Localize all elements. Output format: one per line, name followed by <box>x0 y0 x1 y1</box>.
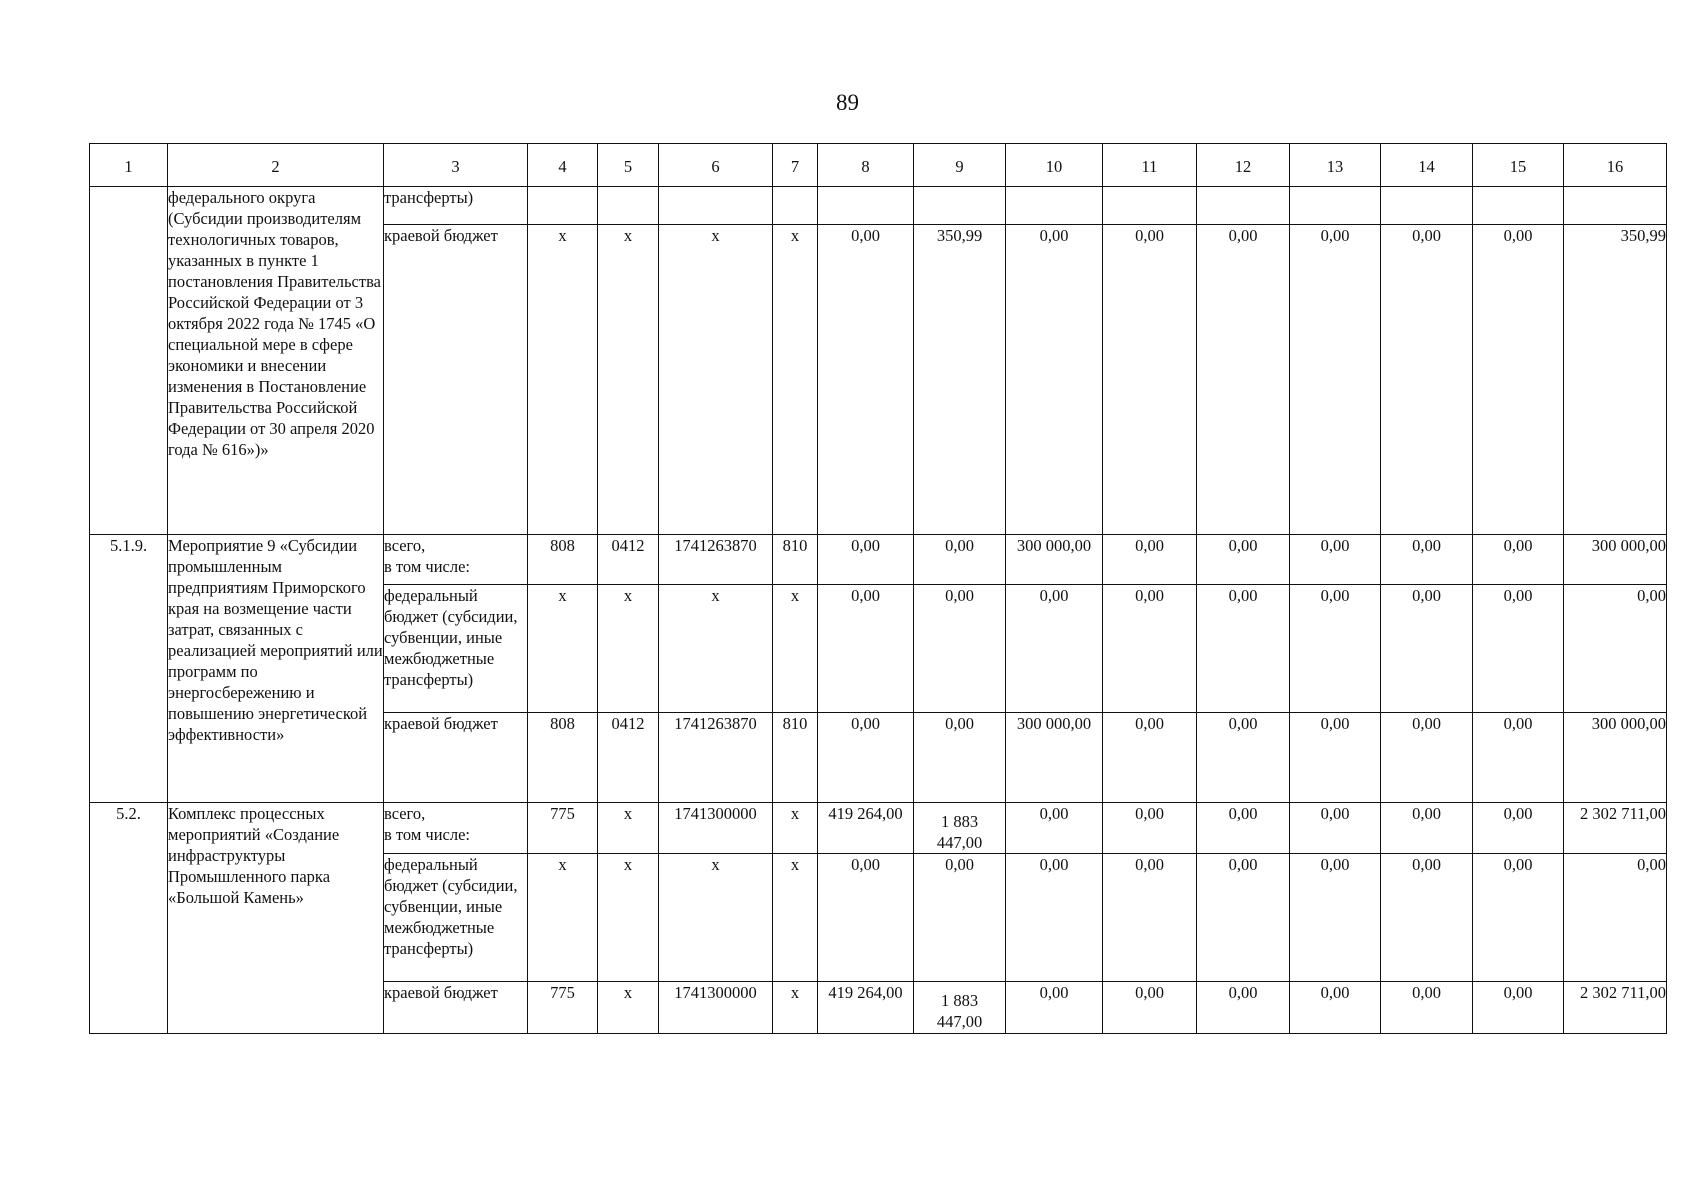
cell-col-15: 0,00 <box>1473 225 1564 535</box>
row-code: 5.1.9. <box>90 535 168 803</box>
cell-col-4 <box>528 187 598 225</box>
column-header: 4 <box>528 144 598 187</box>
column-header: 13 <box>1290 144 1381 187</box>
cell-col-16: 2 302 711,00 <box>1564 982 1667 1034</box>
cell-col-12: 0,00 <box>1197 225 1290 535</box>
funding-source: трансферты) <box>384 187 528 225</box>
cell-col-5: х <box>598 982 659 1034</box>
table-row <box>90 187 1667 225</box>
cell-col-12: 0,00 <box>1197 982 1290 1034</box>
cell-col-13: 0,00 <box>1290 713 1381 803</box>
cell-col-11 <box>1103 187 1197 225</box>
funding-source: федеральный бюджет (субсидии, субвенции, иные межбюджетные трансферты) <box>384 854 528 982</box>
cell-col-10: 300 000,00 <box>1006 713 1103 803</box>
cell-col-7: х <box>773 585 818 713</box>
budget-table <box>89 143 1667 1034</box>
cell-col-5: х <box>598 803 659 854</box>
cell-col-5: 0412 <box>598 535 659 585</box>
cell-col-6 <box>659 187 773 225</box>
cell-col-11: 0,00 <box>1103 982 1197 1034</box>
column-header: 3 <box>384 144 528 187</box>
column-header: 7 <box>773 144 818 187</box>
cell-col-5 <box>598 187 659 225</box>
cell-col-8 <box>818 187 914 225</box>
cell-col-7: х <box>773 803 818 854</box>
cell-col-4: х <box>528 225 598 535</box>
header-row <box>90 144 1667 187</box>
cell-col-10: 0,00 <box>1006 803 1103 854</box>
cell-col-14: 0,00 <box>1381 854 1473 982</box>
cell-col-11: 0,00 <box>1103 854 1197 982</box>
cell-col-16: 0,00 <box>1564 585 1667 713</box>
cell-col-8: 0,00 <box>818 854 914 982</box>
column-header: 1 <box>90 144 168 187</box>
cell-col-13: 0,00 <box>1290 803 1381 854</box>
cell-col-8: 0,00 <box>818 713 914 803</box>
cell-col-13: 0,00 <box>1290 585 1381 713</box>
cell-col-15: 0,00 <box>1473 803 1564 854</box>
cell-col-14 <box>1381 187 1473 225</box>
cell-col-6: х <box>659 225 773 535</box>
cell-col-14: 0,00 <box>1381 535 1473 585</box>
cell-col-11: 0,00 <box>1103 713 1197 803</box>
cell-col-6: 1741300000 <box>659 982 773 1034</box>
cell-col-12 <box>1197 187 1290 225</box>
cell-col-8: 0,00 <box>818 585 914 713</box>
column-header: 9 <box>914 144 1006 187</box>
cell-col-11: 0,00 <box>1103 225 1197 535</box>
cell-col-8: 419 264,00 <box>818 982 914 1034</box>
cell-col-10: 0,00 <box>1006 854 1103 982</box>
cell-col-15: 0,00 <box>1473 982 1564 1034</box>
row-code <box>90 187 168 535</box>
cell-col-4: 808 <box>528 713 598 803</box>
column-header: 6 <box>659 144 773 187</box>
cell-col-4: х <box>528 854 598 982</box>
column-header: 14 <box>1381 144 1473 187</box>
cell-col-15: 0,00 <box>1473 854 1564 982</box>
column-header: 11 <box>1103 144 1197 187</box>
column-header: 2 <box>168 144 384 187</box>
cell-col-16: 2 302 711,00 <box>1564 803 1667 854</box>
cell-col-16: 300 000,00 <box>1564 713 1667 803</box>
page-number: 89 <box>836 90 859 115</box>
cell-col-5: х <box>598 225 659 535</box>
cell-col-9: 0,00 <box>914 713 1006 803</box>
cell-col-11: 0,00 <box>1103 585 1197 713</box>
cell-col-15: 0,00 <box>1473 713 1564 803</box>
cell-col-9: 0,00 <box>914 585 1006 713</box>
funding-source: всего, в том числе: <box>384 535 528 585</box>
cell-col-9: 0,00 <box>914 535 1006 585</box>
row-description: федерального округа (Субсидии производителям технологичных товаров, указанных в пункте 1 постановления Правительства Российской Федерации от 3 октября 2022 года № 1745 «О специальной мере в сфере экономики и внесении изменения в Постановление Правительства Российской Федерации от 30 апреля 2020 года № 616»)» <box>168 187 384 535</box>
cell-col-16 <box>1564 187 1667 225</box>
row-description: Мероприятие 9 «Субсидии промышленным предприятиям Приморского края на возмещение части затрат, связанных с реализацией мероприятий или программ по энергосбережению и повышению энергетической эффективности» <box>168 535 384 803</box>
cell-col-10: 0,00 <box>1006 225 1103 535</box>
cell-col-14: 0,00 <box>1381 713 1473 803</box>
cell-col-7: х <box>773 225 818 535</box>
column-header: 5 <box>598 144 659 187</box>
cell-col-6: 1741263870 <box>659 713 773 803</box>
cell-col-6: 1741263870 <box>659 535 773 585</box>
column-header: 15 <box>1473 144 1564 187</box>
cell-col-12: 0,00 <box>1197 535 1290 585</box>
cell-col-15: 0,00 <box>1473 585 1564 713</box>
column-header: 8 <box>818 144 914 187</box>
cell-col-12: 0,00 <box>1197 803 1290 854</box>
table-row <box>90 803 1667 854</box>
cell-col-5: х <box>598 854 659 982</box>
cell-col-14: 0,00 <box>1381 803 1473 854</box>
funding-source: федеральный бюджет (субсидии, субвенции, иные межбюджетные трансферты) <box>384 585 528 713</box>
cell-col-9: 1 883 447,00 <box>914 982 1006 1034</box>
cell-col-16: 300 000,00 <box>1564 535 1667 585</box>
cell-col-11: 0,00 <box>1103 803 1197 854</box>
cell-col-14: 0,00 <box>1381 225 1473 535</box>
cell-col-10: 0,00 <box>1006 982 1103 1034</box>
column-header: 10 <box>1006 144 1103 187</box>
cell-col-6: 1741300000 <box>659 803 773 854</box>
column-header: 12 <box>1197 144 1290 187</box>
cell-col-7 <box>773 187 818 225</box>
cell-col-15 <box>1473 187 1564 225</box>
cell-col-7: 810 <box>773 713 818 803</box>
table-body <box>90 144 1667 1034</box>
cell-col-9: 0,00 <box>914 854 1006 982</box>
cell-col-14: 0,00 <box>1381 982 1473 1034</box>
funding-source: всего, в том числе: <box>384 803 528 854</box>
cell-col-14: 0,00 <box>1381 585 1473 713</box>
cell-col-16: 350,99 <box>1564 225 1667 535</box>
cell-col-13: 0,00 <box>1290 982 1381 1034</box>
funding-source: краевой бюджет <box>384 225 528 535</box>
cell-col-10: 300 000,00 <box>1006 535 1103 585</box>
cell-col-10: 0,00 <box>1006 585 1103 713</box>
column-header: 16 <box>1564 144 1667 187</box>
cell-col-4: х <box>528 585 598 713</box>
cell-col-15: 0,00 <box>1473 535 1564 585</box>
cell-col-7: х <box>773 982 818 1034</box>
cell-col-9: 1 883 447,00 <box>914 803 1006 854</box>
cell-col-8: 0,00 <box>818 535 914 585</box>
cell-col-9 <box>914 187 1006 225</box>
cell-col-9: 350,99 <box>914 225 1006 535</box>
table-row <box>90 535 1667 585</box>
cell-col-4: 775 <box>528 982 598 1034</box>
cell-col-11: 0,00 <box>1103 535 1197 585</box>
cell-col-12: 0,00 <box>1197 713 1290 803</box>
row-code: 5.2. <box>90 803 168 1034</box>
cell-col-13: 0,00 <box>1290 535 1381 585</box>
cell-col-5: х <box>598 585 659 713</box>
cell-col-4: 775 <box>528 803 598 854</box>
cell-col-12: 0,00 <box>1197 585 1290 713</box>
row-description: Комплекс процессных мероприятий «Создание инфраструктуры Промышленного парка «Большой Камень» <box>168 803 384 1034</box>
cell-col-13: 0,00 <box>1290 225 1381 535</box>
cell-col-6: х <box>659 585 773 713</box>
cell-col-5: 0412 <box>598 713 659 803</box>
cell-col-6: х <box>659 854 773 982</box>
cell-col-7: 810 <box>773 535 818 585</box>
cell-col-7: х <box>773 854 818 982</box>
cell-col-4: 808 <box>528 535 598 585</box>
funding-source: краевой бюджет <box>384 982 528 1034</box>
cell-col-8: 419 264,00 <box>818 803 914 854</box>
cell-col-13: 0,00 <box>1290 854 1381 982</box>
cell-col-8: 0,00 <box>818 225 914 535</box>
cell-col-12: 0,00 <box>1197 854 1290 982</box>
cell-col-16: 0,00 <box>1564 854 1667 982</box>
funding-source: краевой бюджет <box>384 713 528 803</box>
cell-col-10 <box>1006 187 1103 225</box>
cell-col-13 <box>1290 187 1381 225</box>
